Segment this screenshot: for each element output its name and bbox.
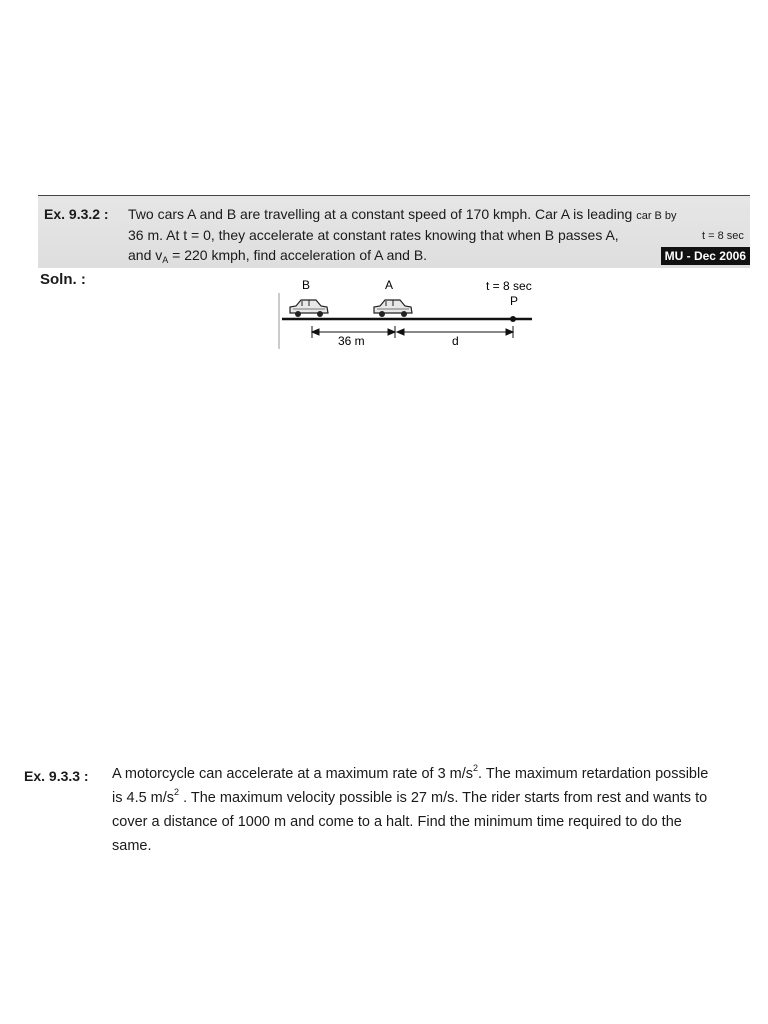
exponent-1: 2 xyxy=(473,763,479,773)
problem2-line-4: same. xyxy=(112,838,152,854)
exponent-2: 2 xyxy=(174,787,180,797)
time-note: t = 8 sec xyxy=(702,230,744,242)
problem-line-1 xyxy=(128,206,677,222)
car-b-label: B xyxy=(301,278,311,292)
velocity-symbol: and v xyxy=(128,247,163,263)
problem2-line-1-text: A motorcycle can accelerate at a maximum rate of 3 m/s xyxy=(112,766,474,782)
problem2-line-1 xyxy=(112,763,709,782)
velocity-subscript: A xyxy=(162,255,169,265)
example-9-3-2-box xyxy=(38,195,750,268)
problem-line-3-text: = 220 kmph, find acceleration of A and B. xyxy=(168,247,428,263)
example-2-label: Ex. 9.3.3 : xyxy=(24,768,89,784)
problem-line-2: 36 m. At t = 0, they accelerate at constant rates knowing that when B passes A, xyxy=(128,227,619,243)
cars-diagram xyxy=(270,275,560,355)
point-p-label: P xyxy=(510,294,519,308)
distance-label: d xyxy=(452,334,459,348)
point-p-marker xyxy=(510,316,516,322)
exam-source-badge: MU - Dec 2006 xyxy=(661,247,750,265)
problem-line-1-text: Two cars A and B are travelling at a constant speed of 170 kmph. Car A is leading xyxy=(128,206,633,222)
problem2-line-2-tail: . The maximum velocity possible is 27 m/s. The rider starts from rest and wants to xyxy=(179,790,708,806)
gap-label: 36 m xyxy=(338,334,365,348)
car-a-label: A xyxy=(384,278,394,292)
car-b-icon xyxy=(290,300,328,317)
problem2-line-3: cover a distance of 1000 m and come to a halt. Find the minimum time required to do the xyxy=(112,814,682,830)
problem-line-1-tail: car B by xyxy=(636,210,677,222)
problem2-line-2-text: is 4.5 m/s xyxy=(112,790,175,806)
problem-line-3 xyxy=(128,247,427,263)
problem2-line-2 xyxy=(112,787,708,806)
example-label: Ex. 9.3.2 : xyxy=(44,206,109,222)
car-a-icon xyxy=(374,300,412,317)
solution-label: Soln. : xyxy=(40,271,86,288)
time-label: t = 8 sec xyxy=(486,279,532,293)
problem2-line-1-tail: . The maximum retardation possible xyxy=(478,766,709,782)
